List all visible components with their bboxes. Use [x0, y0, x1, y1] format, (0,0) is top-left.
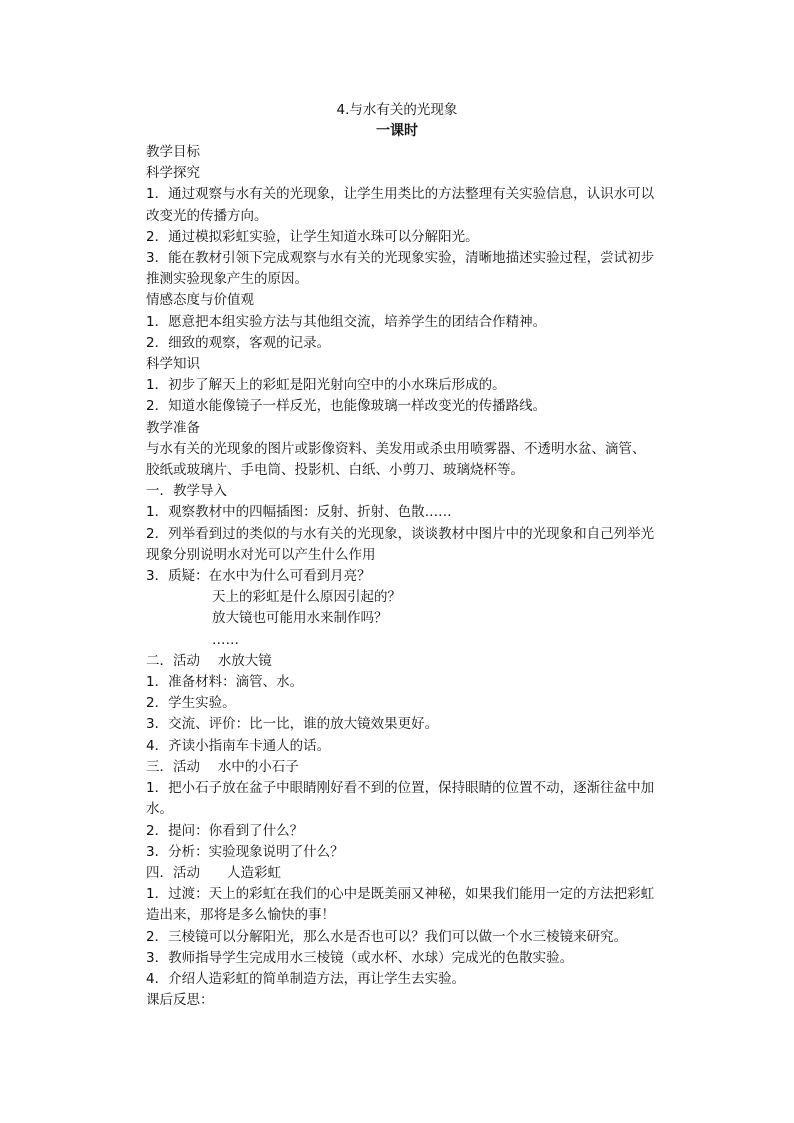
text-line: 推测实验现象产生的原因。: [146, 271, 308, 288]
text-line: 2．知道水能像镜子一样反光，也能像玻璃一样改变光的传播路线。: [146, 398, 547, 415]
text-line: 1．初步了解天上的彩虹是阳光射向空中的小水珠后形成的。: [146, 377, 506, 394]
text-line-indented: ……: [212, 631, 239, 648]
section-heading-activity-rainbow: 四．活动 人造彩虹: [146, 864, 281, 881]
text-line: 1．愿意把本组实验方法与其他组交流，培养学生的团结合作精神。: [146, 313, 547, 330]
text-line-indented: 天上的彩虹是什么原因引起的？: [212, 589, 401, 606]
text-line: 改变光的传播方向。: [146, 207, 268, 224]
text-line: 4．齐读小指南车卡通人的话。: [146, 737, 331, 754]
text-line: 2．提问：你看到了什么？: [146, 822, 304, 839]
section-heading-teaching-goals: 教学目标: [146, 144, 200, 160]
text-line: 造出来，那将是多么愉快的事！: [146, 907, 335, 924]
text-line: 3．质疑：在水中为什么可看到月亮？: [146, 568, 371, 585]
text-line: 3．交流、评价：比一比，谁的放大镜效果更好。: [146, 716, 439, 733]
text-line: 1．准备材料：滴管、水。: [146, 674, 304, 691]
text-line: 与水有关的光现象的图片或影像资料、美发用或杀虫用喷雾器、不透明水盆、滴管、: [146, 440, 646, 457]
page-subtitle: 一课时: [376, 123, 418, 139]
text-line: 2．通过模拟彩虹实验，让学生知道水珠可以分解阳光。: [146, 228, 479, 245]
subheading-attitude-values: 情感态度与价值观: [146, 292, 254, 309]
text-line: 水。: [146, 801, 173, 818]
section-heading-activity-magnifier: 二．活动 水放大镜: [146, 652, 272, 669]
text-line: 1．把小石子放在盆子中眼睛刚好看不到的位置，保持眼睛的位置不动，逐渐往盆中加: [146, 780, 655, 797]
section-heading-activity-pebble: 三．活动 水中的小石子: [146, 758, 299, 775]
text-line: 现象分别说明水对光可以产生什么作用: [146, 546, 376, 563]
text-line: 3．能在教材引领下完成观察与水有关的光现象实验，清晰地描述实验过程，尝试初步: [146, 250, 655, 267]
lesson-plan-body: [146, 142, 682, 1011]
text-line: 胶纸或玻璃片、手电筒、投影机、白纸、小剪刀、玻璃烧杯等。: [146, 462, 524, 479]
subheading-science-knowledge: 科学知识: [146, 356, 200, 373]
text-line-indented: 放大镜也可能用水来制作吗？: [212, 610, 388, 627]
page-title: 4.与水有关的光现象: [336, 102, 458, 118]
text-line: 1．观察教材中的四幅插图：反射、折射、色散……: [146, 504, 452, 521]
text-line: 4．介绍人造彩虹的简单制造方法，再让学生去实验。: [146, 970, 466, 987]
text-line: 2．细致的观察，客观的记录。: [146, 334, 331, 351]
text-line: 3．教师指导学生完成用水三棱镜（或水杯、水球）完成光的色散实验。: [146, 949, 574, 966]
text-line: 2．学生实验。: [146, 695, 236, 712]
section-heading-preparation: 教学准备: [146, 419, 200, 436]
text-line: 1．通过观察与水有关的光现象，让学生用类比的方法整理有关实验信息，认识水可以: [146, 186, 655, 203]
text-line: 1．过渡：天上的彩虹在我们的心中是既美丽又神秘，如果我们能用一定的方法把彩虹: [146, 886, 655, 903]
text-line: 2．列举看到过的类似的与水有关的光现象，谈谈教材中图片中的光现象和自己列举光: [146, 525, 655, 542]
text-line: 3．分析：实验现象说明了什么？: [146, 843, 344, 860]
section-heading-reflection: 课后反思：: [146, 992, 214, 1009]
subheading-science-inquiry: 科学探究: [146, 165, 200, 182]
section-heading-introduction: 一．教学导入: [146, 483, 227, 500]
text-line: 2．三棱镜可以分解阳光，那么水是否也可以？我们可以做一个水三棱镜来研究。: [146, 928, 628, 945]
